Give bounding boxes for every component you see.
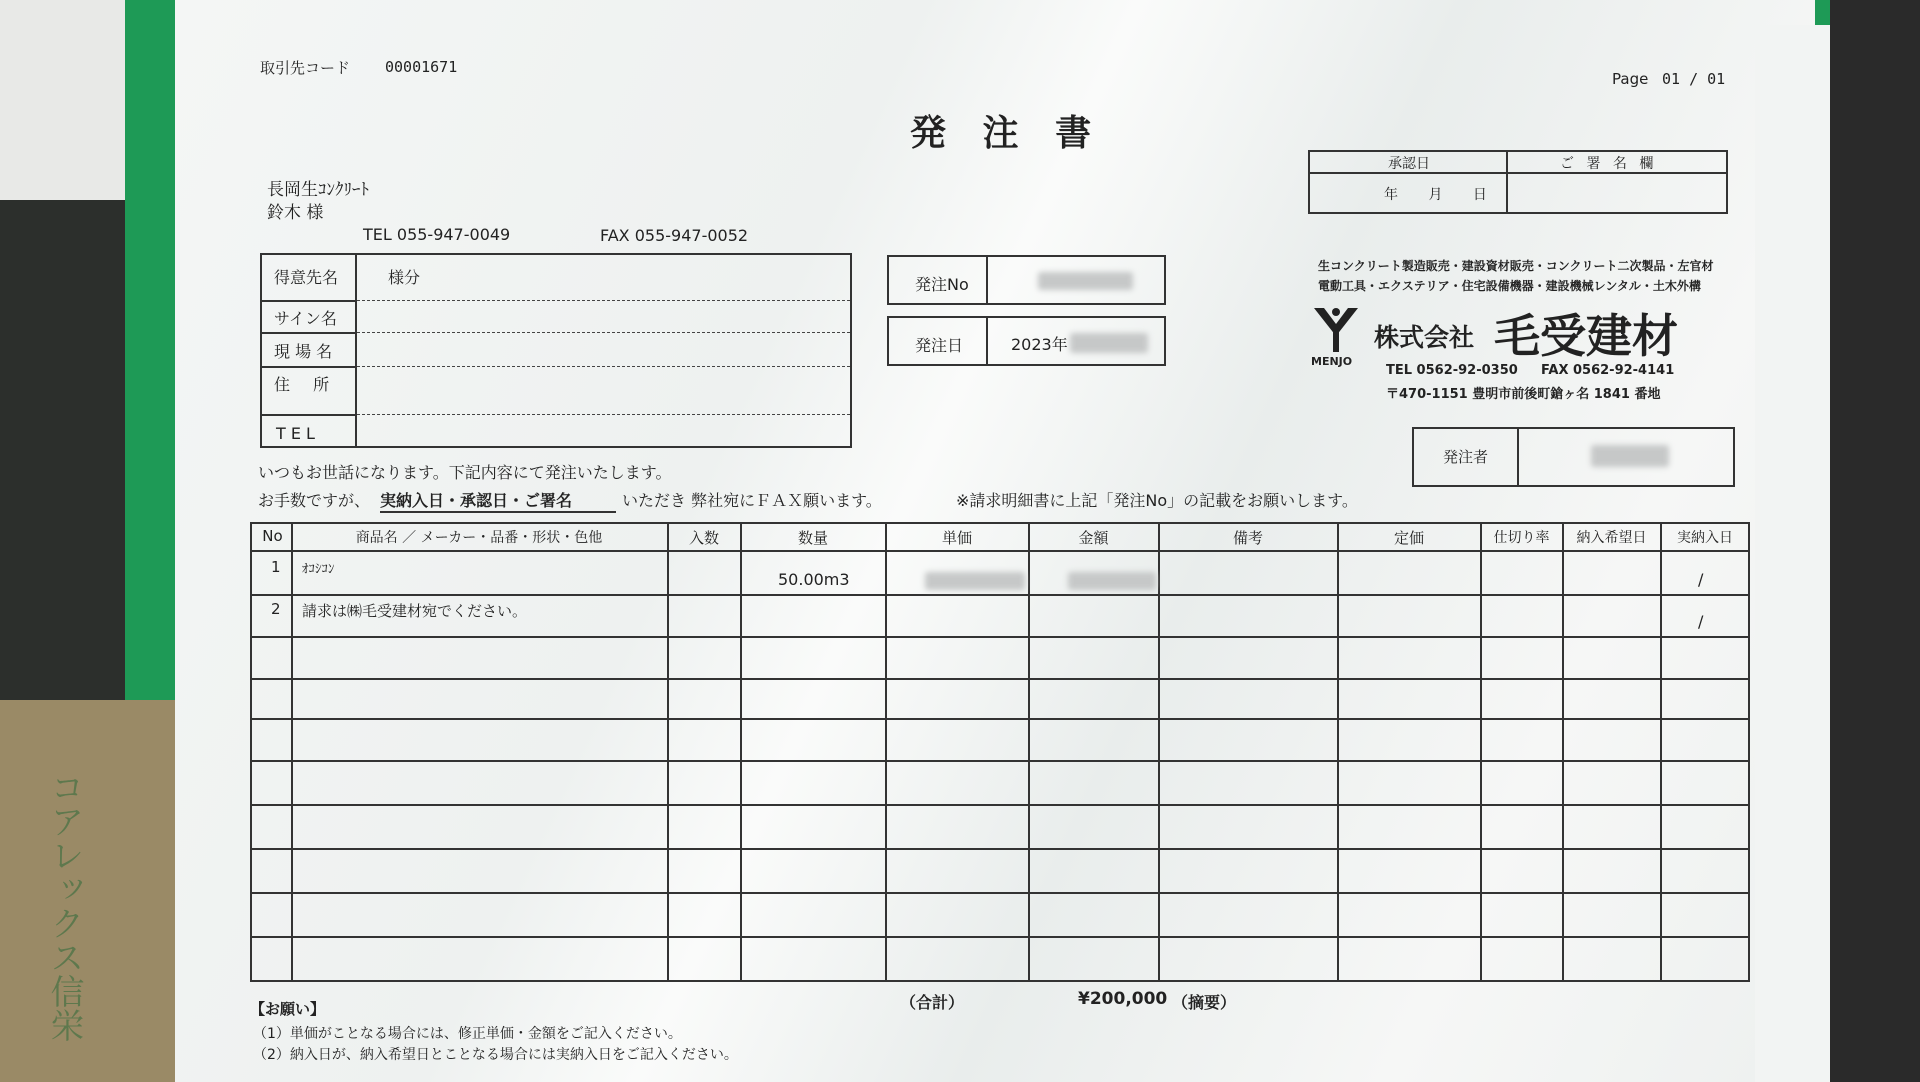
message-invoice-note: ※請求明細書に上記「発注No」の記載をお願いします。	[956, 491, 1358, 510]
customer-row-line	[260, 300, 355, 302]
company-name: 毛受建材	[1494, 309, 1678, 363]
table-col-divider	[291, 522, 293, 982]
recipient-tel: TEL 055-947-0049	[363, 225, 511, 244]
table-row-line	[250, 678, 1750, 680]
row2-product-name: 請求は㈱毛受建材宛でください。	[302, 602, 528, 620]
table-col-divider	[740, 522, 742, 982]
table-row-line	[250, 594, 1750, 596]
company-address: 〒470-1151 豊明市前後町鎗ヶ名 1841 番地	[1386, 387, 1661, 402]
recipient-company: 長岡生ｺﾝｸﾘｰﾄ	[267, 180, 369, 200]
message-line1: いつもお世話になります。下記内容にて発注いたします。	[258, 463, 672, 482]
request-note-1: （1）単価がことなる場合には、修正単価・金額をご記入ください。	[253, 1026, 682, 1042]
col-header-pack: 入数	[688, 529, 719, 547]
sign-row-dashed	[357, 332, 850, 333]
row1-no: 1	[271, 558, 281, 576]
order-date-redacted	[1070, 333, 1148, 353]
table-row-line	[250, 760, 1750, 762]
table-col-divider	[667, 522, 669, 982]
total-value: ¥200,000	[1078, 989, 1168, 1009]
table-header-line	[250, 550, 1750, 552]
client-code-label: 取引先コード	[260, 59, 351, 77]
table-row-line	[250, 636, 1750, 638]
message-line2-suffix: いただき 弊社宛にＦＡＸ願います。	[622, 491, 882, 510]
row1-delivery-date-field[interactable]: /	[1698, 570, 1704, 589]
approval-date-fields[interactable]: 年 月 日	[1384, 187, 1487, 203]
customer-tel-label: T E L	[276, 424, 315, 443]
page-number: 01 / 01	[1662, 70, 1726, 88]
recipient-fax: FAX 055-947-0052	[600, 226, 749, 245]
table-col-divider	[1028, 522, 1030, 982]
col-header-remarks: 備考	[1232, 529, 1263, 547]
customer-info-box	[260, 253, 852, 448]
approval-divider	[1308, 172, 1728, 174]
site-name-label: 現 場 名	[274, 342, 333, 361]
site-row-line	[260, 366, 355, 368]
table-col-divider	[1660, 522, 1662, 982]
background-dark-edge	[1830, 0, 1920, 1082]
table-col-divider	[1562, 522, 1564, 982]
order-no-divider	[986, 255, 988, 305]
col-header-amount: 金額	[1078, 529, 1109, 547]
orderer-redacted	[1591, 445, 1669, 467]
client-code: 00001671	[385, 58, 458, 76]
address-row-dashed	[357, 414, 850, 415]
row1-unit-price-redacted	[925, 572, 1025, 590]
col-header-actual-date: 実納入日	[1677, 530, 1733, 546]
table-col-divider	[1480, 522, 1482, 982]
table-row-line	[250, 718, 1750, 720]
order-no-redacted	[1038, 272, 1133, 290]
summary-label: （摘要）	[1172, 993, 1237, 1012]
col-header-list-price: 定価	[1393, 529, 1424, 547]
col-header-desired-date: 納入希望日	[1576, 530, 1647, 546]
col-header-product: 商品名 ／ メーカー・品番・形状・色他	[355, 530, 603, 546]
address-row-line	[260, 414, 355, 416]
table-row-line	[250, 848, 1750, 850]
total-label: （合計）	[900, 993, 965, 1012]
box-print-text: コアレックス信栄	[44, 770, 84, 1042]
company-business-line1: 生コンクリート製造販売・建設資材販売・コンクリート二次製品・左官材	[1318, 259, 1714, 273]
row1-amount-redacted	[1068, 572, 1156, 590]
company-fax: FAX 0562-92-4141	[1541, 363, 1675, 378]
row2-no: 2	[271, 600, 281, 618]
request-label: 【お願い】	[250, 1000, 326, 1018]
customer-row-dashed	[357, 300, 850, 301]
approval-date-label: 承認日	[1388, 156, 1430, 172]
order-date-divider	[986, 316, 988, 366]
menjo-logo-icon	[1308, 302, 1364, 358]
order-date-value: 2023年	[1011, 335, 1068, 354]
row2-delivery-date-field[interactable]: /	[1698, 612, 1704, 631]
sign-name-label: サイン名	[274, 309, 337, 328]
order-no-label: 発注No	[915, 275, 969, 294]
company-business-line2: 電動工具・エクステリア・住宅設備機器・建設機械レンタル・土木外構	[1318, 279, 1701, 293]
paper-right-strip	[1755, 25, 1830, 1082]
col-header-unit-price: 単価	[941, 529, 972, 547]
table-col-divider	[1337, 522, 1339, 982]
col-header-quantity: 数量	[797, 529, 828, 547]
background-cardboard-box	[0, 700, 180, 1082]
orderer-divider	[1517, 427, 1519, 487]
order-date-label: 発注日	[915, 336, 964, 355]
company-tel: TEL 0562-92-0350	[1386, 363, 1518, 378]
row1-product-name: ｵｺｼｺﾝ	[302, 562, 335, 577]
row1-quantity: 50.00m3	[778, 570, 850, 589]
approval-vertical-divider	[1506, 150, 1508, 214]
sign-row-line	[260, 332, 355, 334]
order-items-table	[250, 522, 1750, 982]
table-row-line	[250, 936, 1750, 938]
message-line2-prefix: お手数ですが、	[258, 491, 371, 510]
customer-name-label: 得意先名	[274, 268, 339, 287]
table-row-line	[250, 892, 1750, 894]
request-note-2: （2）納入日が、納入希望日とことなる場合には実納入日をご記入ください。	[253, 1047, 738, 1063]
company-logo-text: MENJO	[1311, 355, 1353, 368]
message-required-items: 実納入日・承認日・ご署名	[380, 488, 616, 513]
customer-box-divider	[355, 253, 357, 448]
approval-signature-box	[1308, 150, 1728, 214]
table-col-divider	[1158, 522, 1160, 982]
page-label: Page	[1612, 70, 1649, 88]
recipient-person: 鈴木 様	[267, 203, 324, 223]
customer-name-suffix: 様分	[388, 268, 421, 287]
col-header-rate: 仕切り率	[1493, 530, 1550, 546]
table-row-line	[250, 804, 1750, 806]
table-col-divider	[885, 522, 887, 982]
orderer-label: 発注者	[1443, 448, 1489, 466]
signature-label: ご 署 名 欄	[1560, 156, 1658, 172]
company-prefix: 株式会社	[1374, 323, 1475, 352]
col-header-no: No	[262, 527, 283, 545]
page-title: 発 注 書	[910, 113, 1104, 154]
site-row-dashed	[357, 366, 850, 367]
address-label: 住 所	[274, 375, 330, 394]
